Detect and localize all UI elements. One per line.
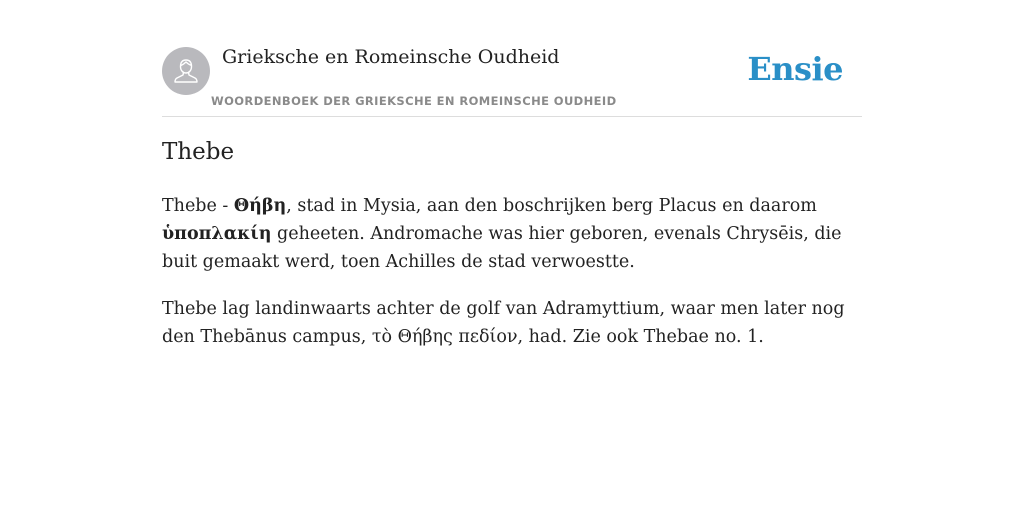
entry-paragraph-2: Thebe lag landinwaarts achter de golf van Adramyttium, waar men later nog den Thebānus campus, τὸ Θήβης πεδίον, had. Zie ook Thebae no. 1. bbox=[162, 299, 845, 347]
user-avatar-icon[interactable] bbox=[162, 47, 210, 95]
page bbox=[162, 0, 862, 347]
paragraph-1-text-c: geheeten. Andromache was hier geboren, evenals Chrysēis, die buit gemaakt werd, toen Achilles de stad verwoestte. bbox=[162, 224, 842, 272]
entry-title: Thebe bbox=[162, 139, 235, 165]
ensie-logo[interactable]: Ensie bbox=[747, 50, 843, 88]
greek-term-thebe: Θήβη bbox=[233, 196, 287, 216]
header bbox=[162, 0, 862, 117]
person-outline-icon bbox=[171, 56, 201, 86]
entry-paragraph-1 bbox=[162, 192, 862, 276]
source-title-link[interactable]: Grieksche en Romeinsche Oudheid bbox=[222, 46, 560, 68]
greek-term-hypoplakie: ὑποπλακίη bbox=[162, 224, 272, 244]
paragraph-1-text-a: Thebe - bbox=[162, 196, 234, 216]
paragraph-1-text-b: , stad in Mysia, aan den boschrijken berg Placus en daarom bbox=[286, 196, 817, 216]
source-subtitle-link[interactable]: WOORDENBOEK DER GRIEKSCHE EN ROMEINSCHE OUDHEID bbox=[211, 94, 617, 108]
